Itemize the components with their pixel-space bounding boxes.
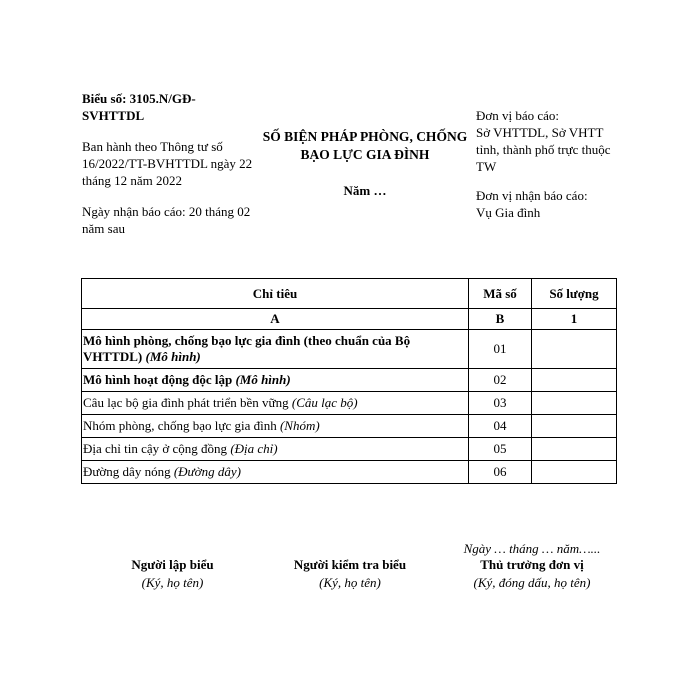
report-year: Năm … (343, 183, 387, 198)
index-a: A (82, 309, 469, 330)
header-code: Mã số (469, 279, 532, 309)
table-row (82, 392, 617, 415)
report-table (81, 278, 617, 484)
row-code: 03 (469, 392, 532, 415)
header-criteria: Chỉ tiêu (82, 279, 469, 309)
row-code: 01 (469, 330, 532, 369)
receiving-unit: Vụ Gia đình (476, 205, 541, 220)
row-unit: (Câu lạc bộ) (291, 395, 358, 410)
checker-signature (270, 556, 430, 592)
form-info (82, 90, 254, 251)
preparer-title: Người lập biểu (131, 557, 214, 572)
table-row (82, 369, 617, 392)
reporting-unit-label: Đơn vị báo cáo: (476, 108, 560, 123)
table-row (82, 415, 617, 438)
reporting-unit: Sở VHTTDL, Sở VHTT tỉnh, thành phố trực thuộc TW (476, 125, 611, 174)
row-quantity[interactable] (532, 461, 617, 484)
report-title: SỐ BIỆN PHÁP PHÒNG, CHỐNG BẠO LỰC GIA ĐÌNH (262, 129, 468, 162)
row-unit: (Đường dây) (173, 464, 241, 479)
table-index-row (82, 309, 617, 330)
report-title-block (254, 128, 476, 200)
unit-info (476, 107, 626, 233)
row-code: 02 (469, 369, 532, 392)
row-code: 05 (469, 438, 532, 461)
row-quantity[interactable] (532, 330, 617, 369)
row-quantity[interactable] (532, 415, 617, 438)
row-name: Nhóm phòng, chống bạo lực gia đình (83, 418, 277, 433)
row-quantity[interactable] (532, 438, 617, 461)
head-title: Thủ trưởng đơn vị (480, 557, 584, 572)
row-unit: (Mô hình) (145, 349, 201, 364)
index-b: B (469, 309, 532, 330)
preparer-signature (100, 556, 245, 592)
head-sub: (Ký, đóng dấu, họ tên) (473, 575, 591, 590)
checker-sub: (Ký, họ tên) (319, 575, 381, 590)
preparer-sub: (Ký, họ tên) (141, 575, 204, 590)
receiving-unit-label: Đơn vị nhận báo cáo: (476, 188, 588, 203)
form-code: Biểu số: 3105.N/GĐ-SVHTTDL (82, 91, 196, 123)
table-header-row (82, 279, 617, 309)
row-name: Địa chỉ tin cậy ở cộng đồng (83, 441, 228, 456)
head-signature (452, 556, 612, 592)
receive-date: Ngày nhận báo cáo: 20 tháng 02 năm sau (82, 204, 251, 236)
row-quantity[interactable] (532, 369, 617, 392)
row-name: Đường dây nóng (83, 464, 171, 479)
row-code: 06 (469, 461, 532, 484)
row-name: Mô hình phòng, chống bạo lực gia đình (theo chuẩn của Bộ VHTTDL) (83, 333, 411, 364)
row-unit: (Địa chỉ) (230, 441, 278, 456)
signature-date: Ngày … tháng … năm…... (463, 541, 601, 556)
header-quantity: Số lượng (532, 279, 617, 309)
index-1: 1 (532, 309, 617, 330)
row-quantity[interactable] (532, 392, 617, 415)
table-row (82, 330, 617, 369)
row-unit: (Mô hình) (235, 372, 291, 387)
table-row (82, 438, 617, 461)
row-name: Câu lạc bộ gia đình phát triển bền vững (83, 395, 289, 410)
row-code: 04 (469, 415, 532, 438)
checker-title: Người kiểm tra biểu (293, 557, 407, 572)
issued-by: Ban hành theo Thông tư số 16/2022/TT-BVHTTDL ngày 22 tháng 12 năm 2022 (82, 139, 253, 188)
row-unit: (Nhóm) (279, 418, 320, 433)
table-row (82, 461, 617, 484)
row-name: Mô hình hoạt động độc lập (83, 372, 233, 387)
